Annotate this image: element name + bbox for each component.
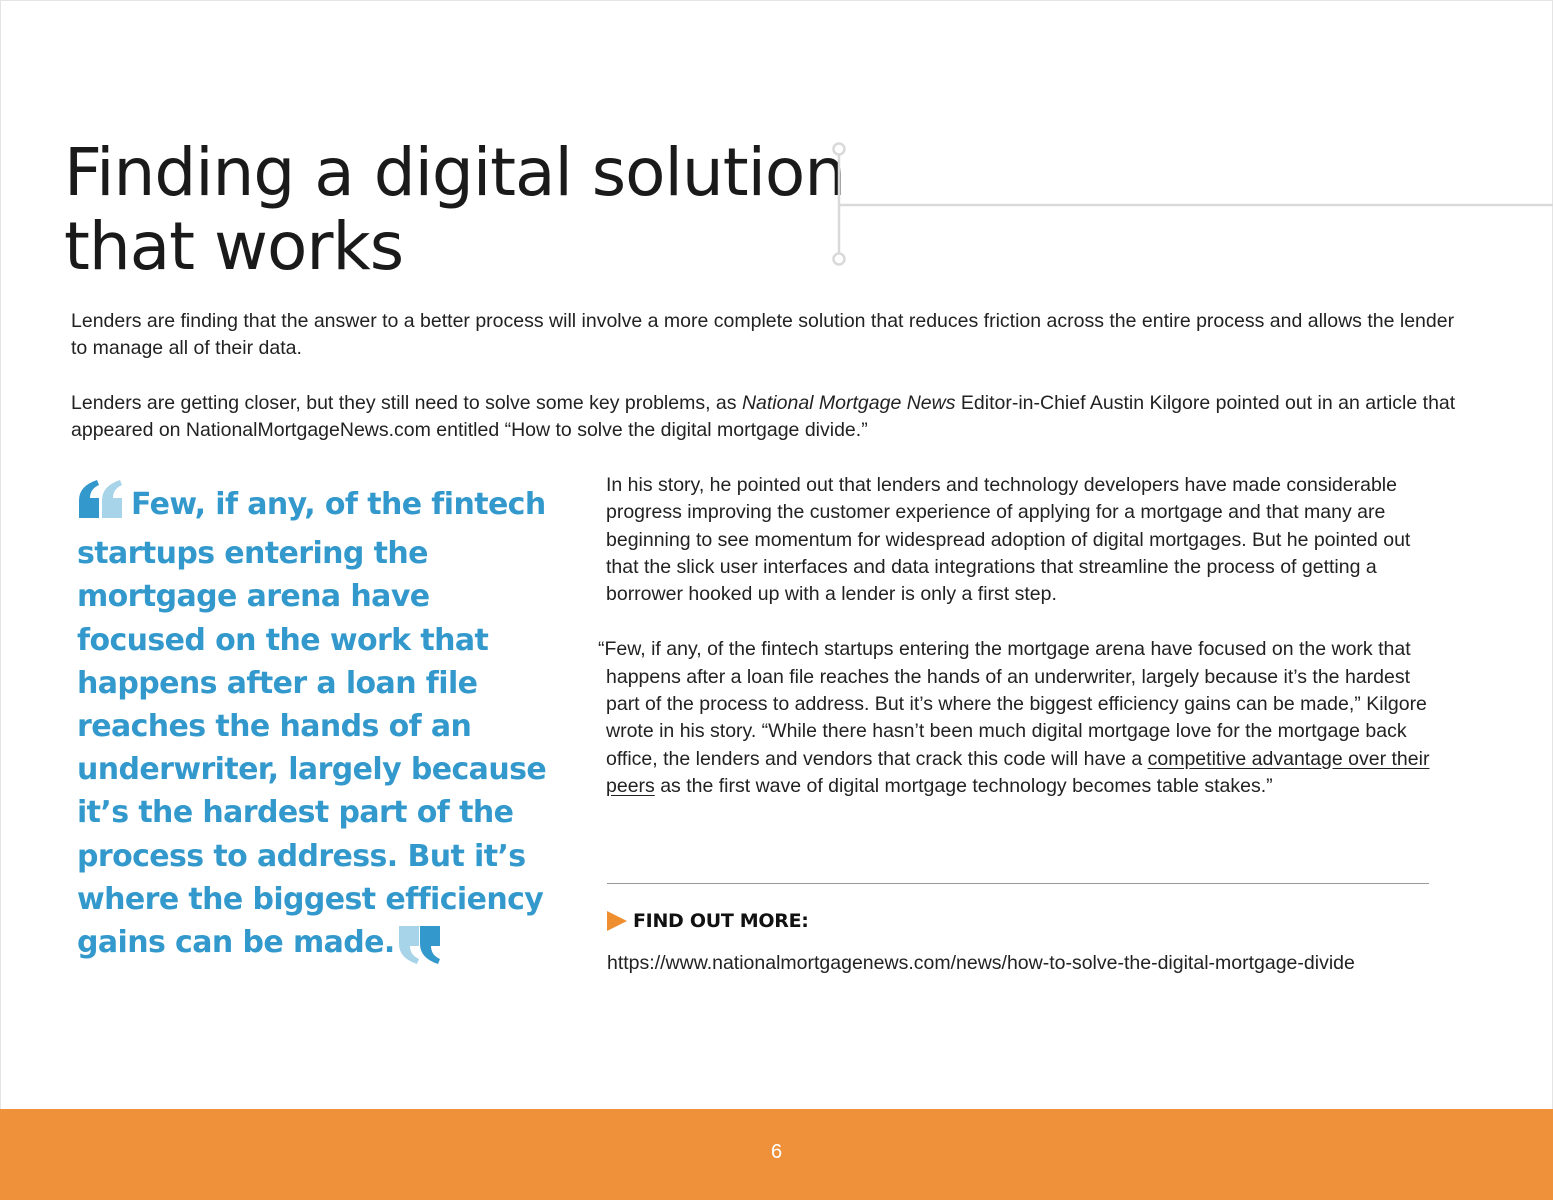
footer-bar bbox=[0, 1109, 1553, 1200]
pull-quote-text: Few, if any, of the fintech startups entering the mortgage arena have focused on the work that happens after a loan file reaches the hands of an underwriter, largely because it’s the hardest part of the process to address. But it’s where the biggest efficiency gains can be made. bbox=[77, 487, 547, 961]
close-quote-icon bbox=[397, 924, 443, 978]
pull-quote bbox=[77, 478, 567, 978]
intro-text bbox=[71, 308, 1471, 472]
publication-name: National Mortgage News bbox=[741, 392, 956, 414]
find-out-more-label: FIND OUT MORE: bbox=[633, 910, 809, 932]
intro-paragraph-2-start: Lenders are getting closer, but they still need to solve some key problems, as bbox=[71, 392, 742, 414]
section-divider bbox=[607, 883, 1429, 884]
competitive-advantage-link[interactable]: competitive advantage over their peers bbox=[606, 747, 1430, 797]
body-paragraph-2 bbox=[598, 636, 1436, 800]
body-paragraph-2-end: as the first wave of digital mortgage technology becomes table stakes.” bbox=[654, 774, 1273, 797]
intro-paragraph-2 bbox=[71, 390, 1471, 444]
open-quote-icon bbox=[77, 478, 123, 532]
page-number: 6 bbox=[770, 1141, 783, 1163]
page-title-line-1: Finding a digital solution bbox=[64, 134, 846, 211]
play-arrow-icon bbox=[607, 911, 627, 931]
body-paragraph-1: In his story, he pointed out that lenders and technology developers have made considerable progress improving the customer experience of applying for a mortgage and that many are beginning to see momentum for widespread adoption of digital mortgages. But he pointed out that the slick user interfaces and data integrations that streamline the process of getting a borrower hooked up with a lender is only a first step. bbox=[606, 474, 1411, 606]
body-paragraph-2-start: “Few, if any, of the fintech startups entering the mortgage arena have focused on the work that happens after a loan file reaches the hands of an underwriter, largely because it’s the hardest part of the process to address. But it’s where the biggest efficiency gains can be made,” Kilgore wrote in his story. “While there hasn’t been much digital mortgage love for the mortgage back office, the lenders and vendors that crack this code will have a bbox=[598, 638, 1427, 770]
intro-paragraph-1: Lenders are finding that the answer to a better process will involve a more complete solution that reduces friction across the entire process and allows the lender to manage all of their data. bbox=[71, 310, 1455, 359]
page-title-line-2: that works bbox=[64, 208, 404, 285]
title-connector-decoration bbox=[828, 138, 1553, 270]
intro-paragraph-2-end: Editor-in-Chief Austin Kilgore pointed out in an article that appeared on NationalMortgageNews.com entitled “How to solve the digital mortgage divide.” bbox=[71, 392, 1456, 441]
page-title bbox=[64, 134, 846, 285]
article-url-link[interactable]: https://www.nationalmortgagenews.com/news/how-to-solve-the-digital-mortgage-divide bbox=[607, 952, 1355, 974]
find-out-more bbox=[607, 910, 809, 932]
article-body bbox=[598, 472, 1436, 800]
